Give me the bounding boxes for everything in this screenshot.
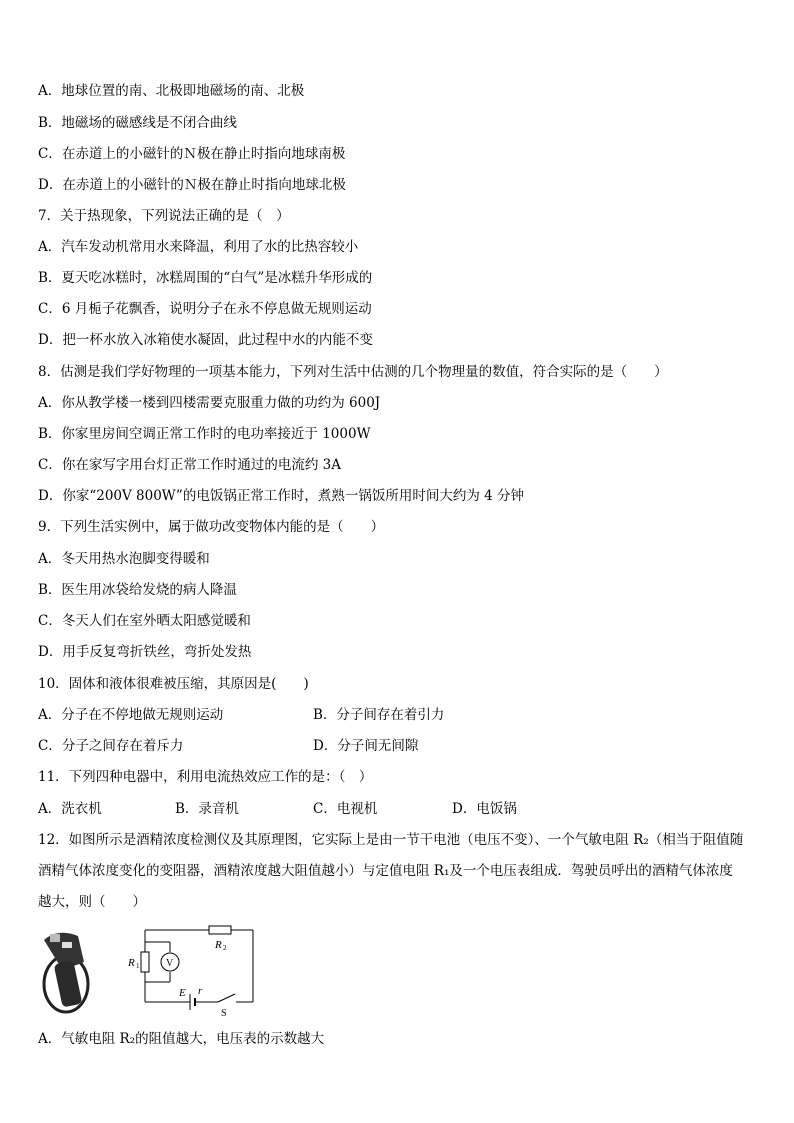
q11-option-c: C．电视机 (313, 801, 378, 817)
q10-option-c: C．分子之间存在着斥力 (38, 738, 184, 754)
label-switch: S (221, 1008, 227, 1017)
q10-stem: 10．固体和液体很难被压缩，其原因是( ) (38, 676, 309, 692)
label-emf: E (179, 987, 186, 999)
q10-option-d: D．分子间无间隙 (313, 738, 419, 754)
label-r2-sub: 2 (223, 944, 227, 952)
breathalyzer-circuit-figure (38, 922, 258, 1017)
q7-stem: 7．关于热现象，下列说法正确的是（ ） (38, 208, 290, 224)
q12-figure (38, 922, 258, 1017)
q7-option-d: D．把一杯水放入冰箱使水凝固，此过程中水的内能不变 (38, 332, 373, 348)
label-voltmeter: V (166, 958, 174, 969)
breathalyzer-device-icon (44, 933, 88, 1012)
q7-option-b: B．夏天吃冰糕时，冰糕周围的“白气”是冰糕升华形成的 (38, 270, 373, 286)
q12-stem-line1: 12．如图所示是酒精浓度检测仪及其原理图，它实际上是由一节干电池（电压不变）、一个气敏电阻 R₂（相当于阻值随 (38, 832, 744, 848)
q6-option-d: D．在赤道上的小磁针的Ｎ极在静止时指向地球北极 (38, 177, 346, 193)
q9-option-b: B．医生用冰袋给发烧的病人降温 (38, 582, 237, 598)
q12-stem-line3: 越大，则（ ） (38, 894, 146, 910)
q6-option-b: B．地磁场的磁感线是不闭合曲线 (38, 115, 237, 131)
q7-option-a: A．汽车发动机常用水来降温，利用了水的比热容较小 (38, 239, 359, 255)
q11-option-b: B．录音机 (175, 801, 239, 817)
q11-stem: 11．下列四种电器中，利用电流热效应工作的是：（ ） (38, 769, 373, 785)
label-internal-r: r (198, 985, 203, 997)
q8-option-d: D．你家“200V 800W”的电饭锅正常工作时，煮熟一锅饭所用时间大约为 4 分钟 (38, 488, 524, 504)
label-r1: R (128, 957, 135, 969)
circuit-diagram (141, 926, 253, 1010)
label-r1-sub: 1 (136, 962, 140, 970)
q6-option-c: C．在赤道上的小磁针的Ｎ极在静止时指向地球南极 (38, 146, 346, 162)
q10-option-a: A．分子在不停地做无规则运动 (38, 707, 224, 723)
q10-option-b: B．分子间存在着引力 (313, 707, 445, 723)
q9-option-a: A．冬天用热水泡脚变得暖和 (38, 551, 210, 567)
q9-option-c: C．冬天人们在室外晒太阳感觉暖和 (38, 613, 251, 629)
q6-option-a: A．地球位置的南、北极即地磁场的南、北极 (38, 83, 305, 99)
q9-option-d: D．用手反复弯折铁丝，弯折处发热 (38, 644, 252, 660)
q12-stem-line2: 酒精气体浓度变化的变阻器，酒精浓度越大阻值越小）与定值电阻 R₁及一个电压表组成．驾驶员呼出的酒精气体浓度 (38, 863, 733, 879)
q12-option-a: A．气敏电阻 R₂的阻值越大，电压表的示数越大 (38, 1031, 325, 1047)
q8-option-b: B．你家里房间空调正常工作时的电功率接近于 1000W (38, 426, 371, 442)
q8-stem: 8．估测是我们学好物理的一项基本能力，下列对生活中估测的几个物理量的数值，符合实际的是（ ） (38, 364, 668, 380)
q9-stem: 9．下列生活实例中，属于做功改变物体内能的是（ ） (38, 519, 385, 535)
q7-option-c: C．6 月栀子花飘香，说明分子在永不停息做无规则运动 (38, 301, 372, 317)
q8-option-a: A．你从教学楼一楼到四楼需要克服重力做的功约为 600J (38, 395, 381, 411)
label-r2: R (215, 939, 222, 951)
q8-option-c: C．你在家写字用台灯正常工作时通过的电流约 3A (38, 457, 341, 473)
q11-option-d: D．电饭锅 (452, 801, 517, 817)
q11-option-a: A．洗衣机 (38, 801, 102, 817)
